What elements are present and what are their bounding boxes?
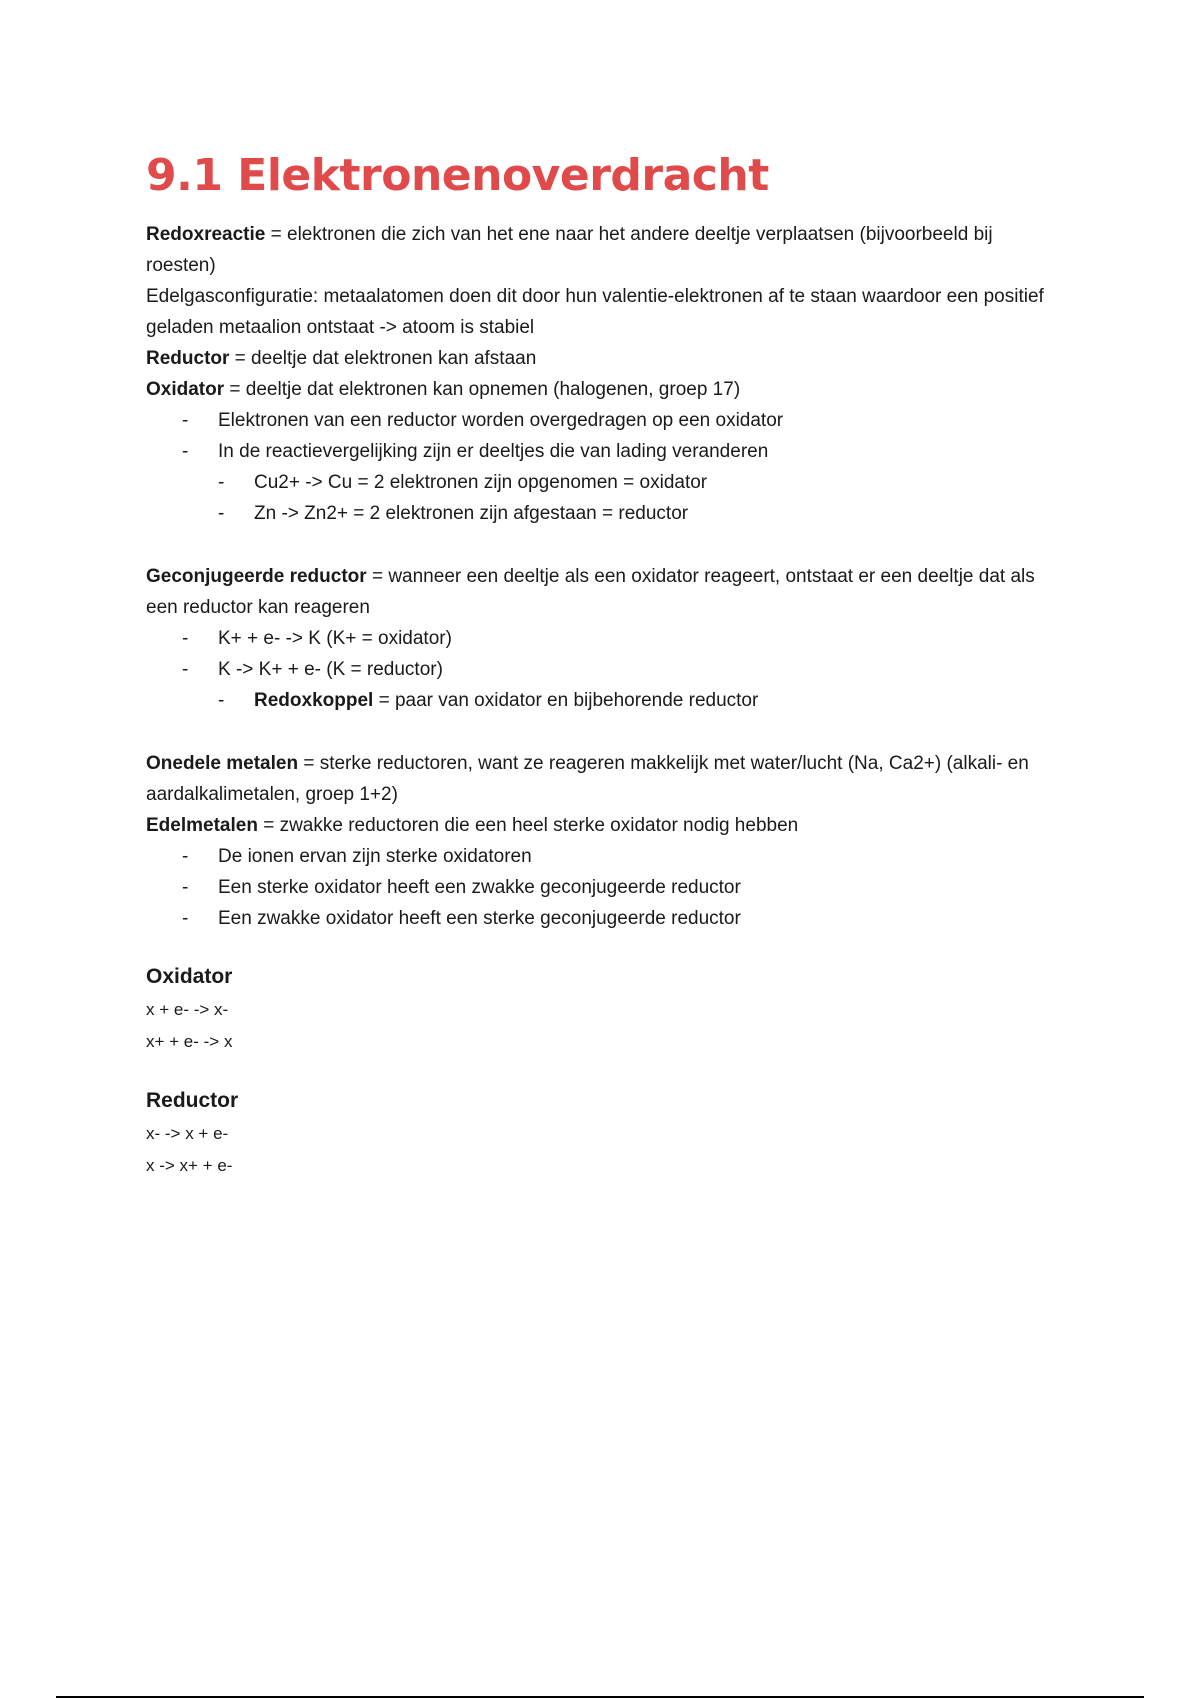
page-title: 9.1 Elektronenoverdracht (146, 150, 769, 201)
oxidator-formula: x+ + e- -> x (146, 1032, 233, 1051)
reductor-heading: Reductor (146, 1089, 239, 1112)
reductor-formula: x- -> x + e- (146, 1124, 229, 1143)
reductor-definition (146, 343, 1066, 374)
redox-term: Redoxreactie (146, 224, 266, 245)
redox-definition (146, 219, 1066, 281)
list-item: - In de reactievergelijking zijn er deeltjes die van lading veranderen (182, 441, 769, 462)
section2-bullet-list (146, 623, 1066, 685)
list-item: - K+ + e- -> K (K+ = oxidator) (182, 628, 452, 649)
redoxkoppel-term: Redoxkoppel (254, 690, 374, 711)
oxidator-def: = deeltje dat elektronen kan opnemen (halogenen, groep 17) (224, 379, 741, 400)
section1-bullet-list (146, 405, 1066, 467)
geconjugeerde-definition (146, 561, 1066, 623)
list-item: - Cu2+ -> Cu = 2 elektronen zijn opgenomen = oxidator (218, 472, 708, 493)
list-item: - Zn -> Zn2+ = 2 elektronen zijn afgestaan = reductor (218, 503, 689, 524)
list-item: - K -> K+ + e- (K = reductor) (182, 659, 443, 680)
reductor-term: Reductor (146, 348, 230, 369)
oxidator-formula: x + e- -> x- (146, 1000, 229, 1019)
onedele-def: = sterke reductoren, want ze reageren makkelijk met water/lucht (Na, Ca2+) (alkali- en aardalkalimetalen, groep 1+2) (146, 753, 1029, 805)
onedele-term: Onedele metalen (146, 753, 299, 774)
list-item: - De ionen ervan zijn sterke oxidatoren (182, 846, 532, 867)
geconjugeerde-def: = wanneer een deeltje als een oxidator reageert, ontstaat er een deeltje dat als een reductor kan reageren (146, 566, 1035, 618)
edelmetalen-definition (146, 810, 1066, 841)
edelgas-paragraph: Edelgasconfiguratie: metaalatomen doen dit door hun valentie-elektronen af te staan waardoor een positief geladen metaalion ontstaat -> atoom is stabiel (146, 286, 1044, 338)
redox-def: = elektronen die zich van het ene naar het andere deeltje verplaatsen (bijvoorbeeld bij roesten) (146, 224, 993, 276)
onedele-definition (146, 748, 1066, 810)
list-item: - Een zwakke oxidator heeft een sterke geconjugeerde reductor (182, 908, 741, 929)
section3-bullet-list (146, 841, 1066, 934)
list-item: - Redoxkoppel = paar van oxidator en bijbehorende reductor (218, 690, 759, 711)
edelmetalen-def: = zwakke reductoren die een heel sterke oxidator nodig hebben (257, 815, 799, 836)
document-page (146, 150, 1066, 1182)
list-item: - Elektronen van een reductor worden overgedragen op een oxidator (182, 410, 784, 431)
geconjugeerde-term: Geconjugeerde reductor (146, 566, 367, 587)
oxidator-term: Oxidator (146, 379, 225, 400)
reductor-def: = deeltje dat elektronen kan afstaan (229, 348, 537, 369)
list-item: - Een sterke oxidator heeft een zwakke geconjugeerde reductor (182, 877, 741, 898)
section2-sub-bullet-list (146, 685, 1066, 716)
oxidator-heading: Oxidator (146, 965, 233, 988)
edelmetalen-term: Edelmetalen (146, 815, 258, 836)
page-bottom-rule (56, 1696, 1144, 1698)
section1-sub-bullet-list (146, 467, 1066, 529)
reductor-formula: x -> x+ + e- (146, 1156, 233, 1175)
oxidator-definition (146, 374, 1066, 405)
